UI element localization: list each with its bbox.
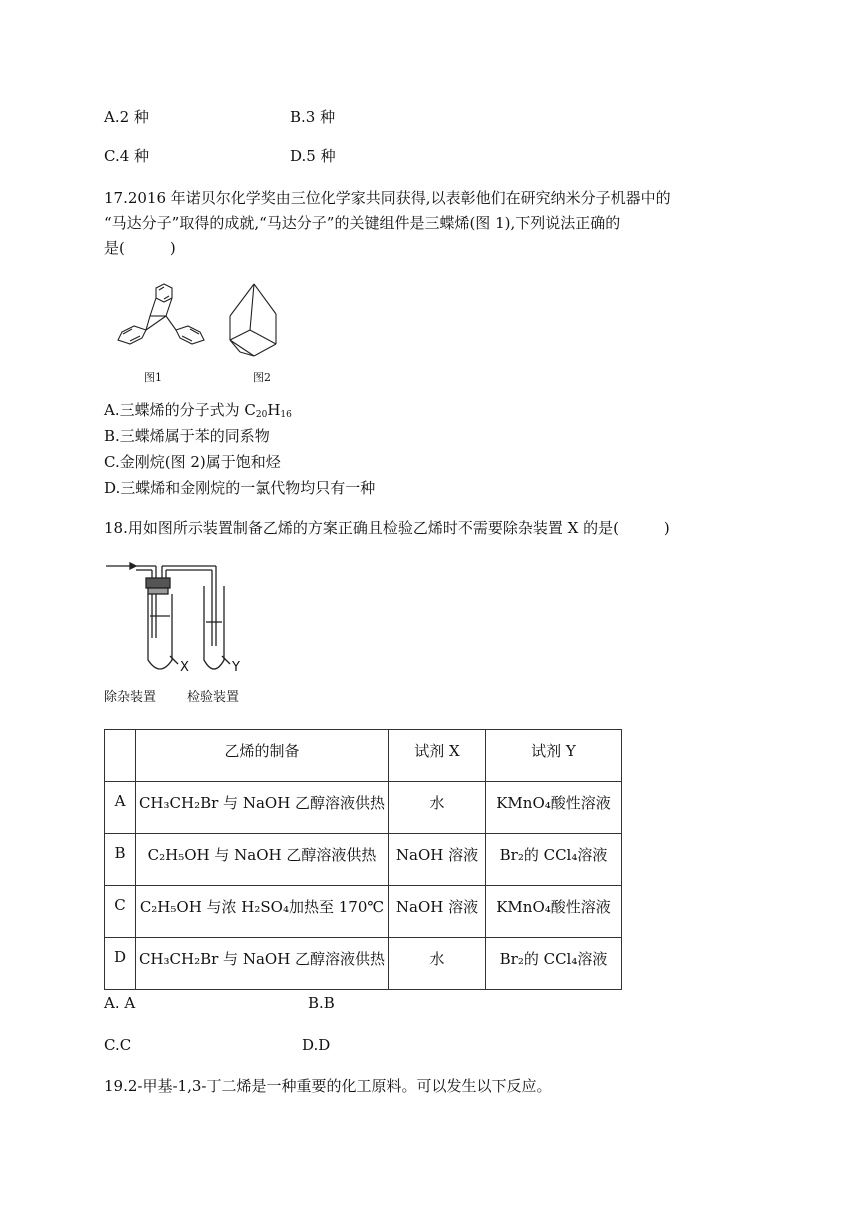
table-row: [105, 886, 622, 938]
label-test-device: 检验装置: [187, 690, 240, 705]
table-row: [105, 782, 622, 834]
label-x: X: [180, 660, 189, 675]
table-cell-x: 水: [389, 938, 486, 990]
fig2-label: 图2: [253, 371, 271, 384]
table-cell-key: A: [105, 782, 136, 834]
q16-option-b: B.3 种: [290, 108, 336, 126]
q17-option-c: C.金刚烷(图 2)属于饱和烃: [104, 453, 281, 471]
q18-option-c: C.C: [104, 1036, 132, 1054]
table-cell-x: NaOH 溶液: [389, 886, 486, 938]
table-header-cell: 乙烯的制备: [136, 730, 389, 782]
q19-stem: 19.2-甲基-1,3-丁二烯是一种重要的化工原料。可以发生以下反应。: [104, 1077, 552, 1095]
table-cell-key: C: [105, 886, 136, 938]
fig1-label: 图1: [144, 371, 162, 384]
q16-option-c: C.4 种: [104, 147, 150, 165]
q18-stem: 18.用如图所示装置制备乙烯的方案正确且检验乙烯时不需要除杂装置 X 的是( ): [104, 519, 670, 537]
label-y: Y: [232, 660, 240, 675]
q16-option-d: D.5 种: [290, 147, 336, 165]
table-cell-y: KMnO₄酸性溶液: [486, 782, 622, 834]
q17-stem-line1: 17.2016 年诺贝尔化学奖由三位化学家共同获得,以表彰他们在研究纳米分子机器中的: [104, 189, 671, 207]
q18-options-table: [104, 729, 622, 990]
q18-option-a: A. A: [104, 994, 136, 1012]
table-row: [105, 938, 622, 990]
q17-molecule-figures: [104, 276, 304, 386]
table-cell-prep: CH₃CH₂Br 与 NaOH 乙醇溶液供热: [136, 782, 389, 834]
table-cell-prep: C₂H₅OH 与浓 H₂SO₄加热至 170℃: [136, 886, 389, 938]
table-cell-x: NaOH 溶液: [389, 834, 486, 886]
q17-option-a: A.三蝶烯的分子式为 $C_{20}H_{16}$: [104, 401, 292, 420]
table-header-cell: 试剂 X: [389, 730, 486, 782]
q17-stem-line3: 是( ): [104, 239, 176, 257]
table-cell-prep: C₂H₅OH 与 NaOH 乙醇溶液供热: [136, 834, 389, 886]
table-header-cell: [105, 730, 136, 782]
table-header-cell: 试剂 Y: [486, 730, 622, 782]
q17-option-b: B.三蝶烯属于苯的同系物: [104, 427, 270, 445]
q17-option-d: D.三蝶烯和金刚烷的一氯代物均只有一种: [104, 479, 376, 497]
adamantane-structure: [230, 284, 276, 356]
table-row: [105, 834, 622, 886]
table-header-row: [105, 730, 622, 782]
q17-stem-line2: “马达分子”取得的成就,“马达分子”的关键组件是三蝶烯(图 1),下列说法正确的: [104, 214, 621, 232]
label-purify-device: 除杂装置: [104, 690, 157, 705]
table-cell-y: Br₂的 CCl₄溶液: [486, 834, 622, 886]
table-cell-y: KMnO₄酸性溶液: [486, 886, 622, 938]
table-cell-prep: CH₃CH₂Br 与 NaOH 乙醇溶液供热: [136, 938, 389, 990]
table-cell-y: Br₂的 CCl₄溶液: [486, 938, 622, 990]
q16-option-a: A.2 种: [104, 108, 149, 126]
table-cell-x: 水: [389, 782, 486, 834]
triptycene-structure: [118, 284, 204, 344]
q18-option-b: B.B: [308, 994, 335, 1012]
q18-option-d: D.D: [302, 1036, 331, 1054]
table-cell-key: B: [105, 834, 136, 886]
table-cell-key: D: [105, 938, 136, 990]
